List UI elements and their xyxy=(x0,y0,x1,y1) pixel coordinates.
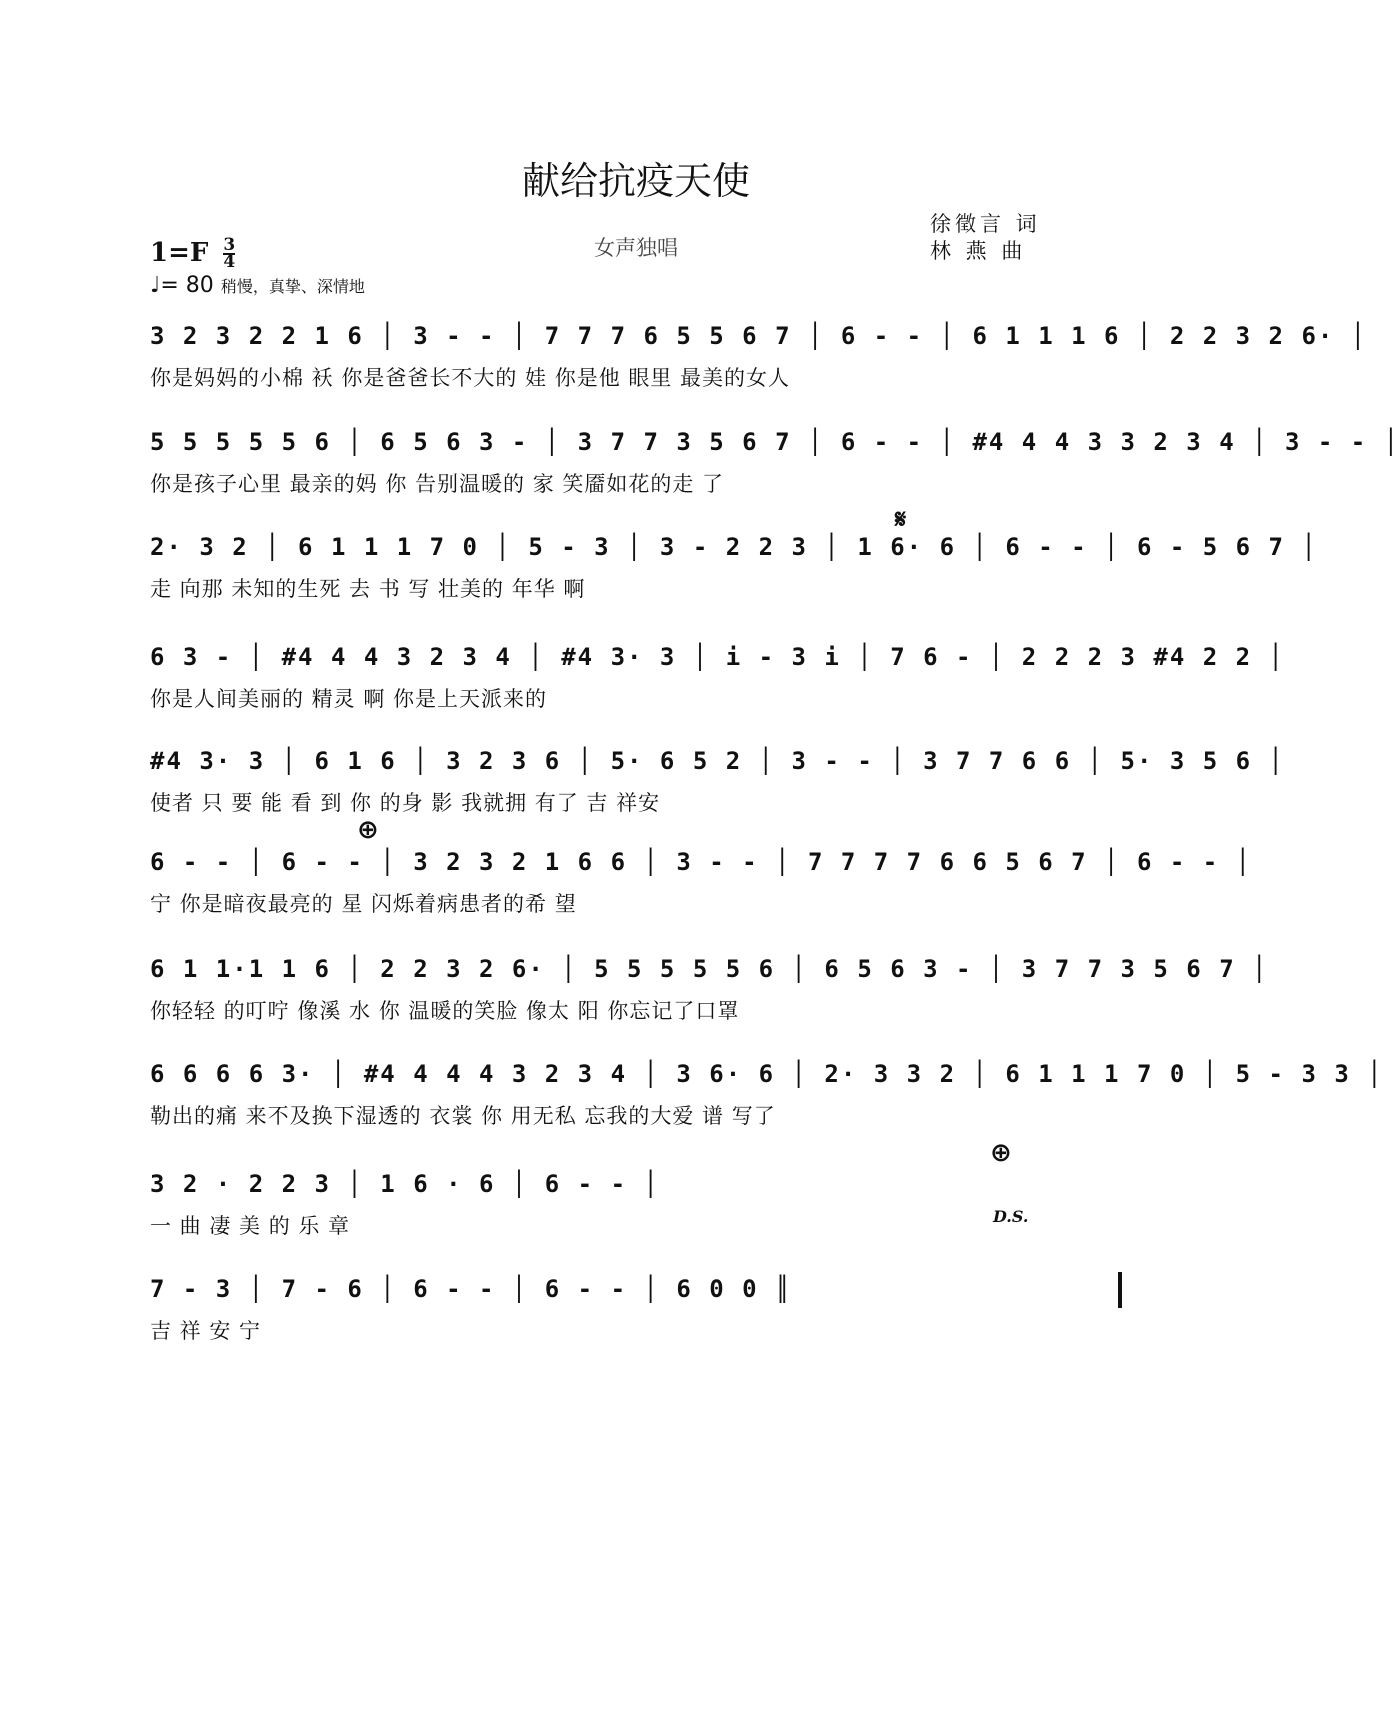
song-subtitle: 女声独唱 xyxy=(594,236,678,260)
notation-line: 5 5 5 5 5 6 │ 6 5 6 3 - │ 3 7 7 3 5 6 7 │ 6 - - │ #4 4 4 3 3 2 3 4 │ 3 - - │ xyxy=(150,428,1400,456)
lyrics-line: 你是妈妈的小棉 袄 你是爸爸长不大的 娃 你是他 眼里 最美的女人 xyxy=(150,366,791,390)
coda-icon: ⊕ xyxy=(357,815,379,845)
notation-line: 6 6 6 6 3· │ #4 4 4 4 3 2 3 4 │ 3 6· 6 │ 2· 3 3 2 │ 6 1 1 1 7 0 │ 5 - 3 3 │ xyxy=(150,1060,1384,1088)
final-barline xyxy=(1118,1272,1122,1308)
lyrics-line: 走 向那 未知的生死 去 书 写 壮美的 年华 啊 xyxy=(150,577,586,601)
lyrics-line: 使者 只 要 能 看 到 你 的身 影 我就拥 有了 吉 祥安 xyxy=(150,791,661,815)
time-signature-top: 3 xyxy=(223,235,236,255)
lyrics-line: 你是孩子心里 最亲的妈 你 告别温暖的 家 笑靥如花的走 了 xyxy=(150,472,725,496)
time-signature xyxy=(223,235,236,272)
notation-line: #4 3· 3 │ 6 1 6 │ 3 2 3 6 │ 5· 6 5 2 │ 3 - - │ 3 7 7 6 6 │ 5· 3 5 6 │ xyxy=(150,747,1285,775)
tempo-marking xyxy=(150,273,365,298)
key-signature xyxy=(150,235,236,272)
lyrics-line: 你轻轻 的叮咛 像溪 水 你 温暖的笑脸 像太 阳 你忘记了口罩 xyxy=(150,999,740,1023)
notation-line: 3 2 3 2 2 1 6 │ 3 - - │ 7 7 7 6 5 5 6 7 │ 6 - - │ 6 1 1 1 6 │ 2 2 3 2 6· │ xyxy=(150,322,1368,350)
composer-credit: 林 燕 曲 xyxy=(930,239,1027,263)
segno-icon: 𝄋 xyxy=(895,505,907,535)
key-label: 1=F xyxy=(150,238,209,268)
time-signature-bottom: 4 xyxy=(223,252,236,272)
notation-line: 6 - - │ 6 - - │ 3 2 3 2 1 6 6 │ 3 - - │ 7 7 7 7 6 6 5 6 7 │ 6 - - │ xyxy=(150,848,1253,876)
lyrics-line: 一 曲 凄 美 的 乐 章 xyxy=(150,1214,351,1238)
expression-text: 稍慢，真挚、深情地 xyxy=(220,277,365,296)
notation-line: 6 3 - │ #4 4 4 3 2 3 4 │ #4 3· 3 │ i - 3 i │ 7 6 - │ 2 2 2 3 #4 2 2 │ xyxy=(150,643,1285,671)
lyrics-line: 宁 你是暗夜最亮的 星 闪烁着病患者的希 望 xyxy=(150,892,577,916)
notation-line: 6 1 1·1 1 6 │ 2 2 3 2 6· │ 5 5 5 5 5 6 │ 6 5 6 3 - │ 3 7 7 3 5 6 7 │ xyxy=(150,955,1269,983)
lyricist-credit: 徐徵言 词 xyxy=(930,212,1041,236)
notation-line: 2· 3 2 │ 6 1 1 1 7 0 │ 5 - 3 │ 3 - 2 2 3 │ 1 6· 6 │ 6 - - │ 6 - 5 6 7 │ xyxy=(150,533,1318,561)
dal-segno-mark: D.S. xyxy=(993,1207,1029,1226)
lyrics-line: 吉 祥 安 宁 xyxy=(150,1319,262,1343)
song-title: 献给抗疫天使 xyxy=(521,159,750,203)
notation-line: 3 2 · 2 2 3 │ 1 6 · 6 │ 6 - - │ xyxy=(150,1170,660,1198)
coda-icon-end: ⊕ xyxy=(990,1138,1012,1168)
tempo-value: ♩= 80 xyxy=(150,273,214,298)
lyrics-line: 勒出的痛 来不及换下湿透的 衣裳 你 用无私 忘我的大爱 谱 写了 xyxy=(150,1104,776,1128)
notation-line: 7 - 3 │ 7 - 6 │ 6 - - │ 6 - - │ 6 0 0 ║ xyxy=(150,1275,792,1303)
lyrics-line: 你是人间美丽的 精灵 啊 你是上天派来的 xyxy=(150,687,548,711)
